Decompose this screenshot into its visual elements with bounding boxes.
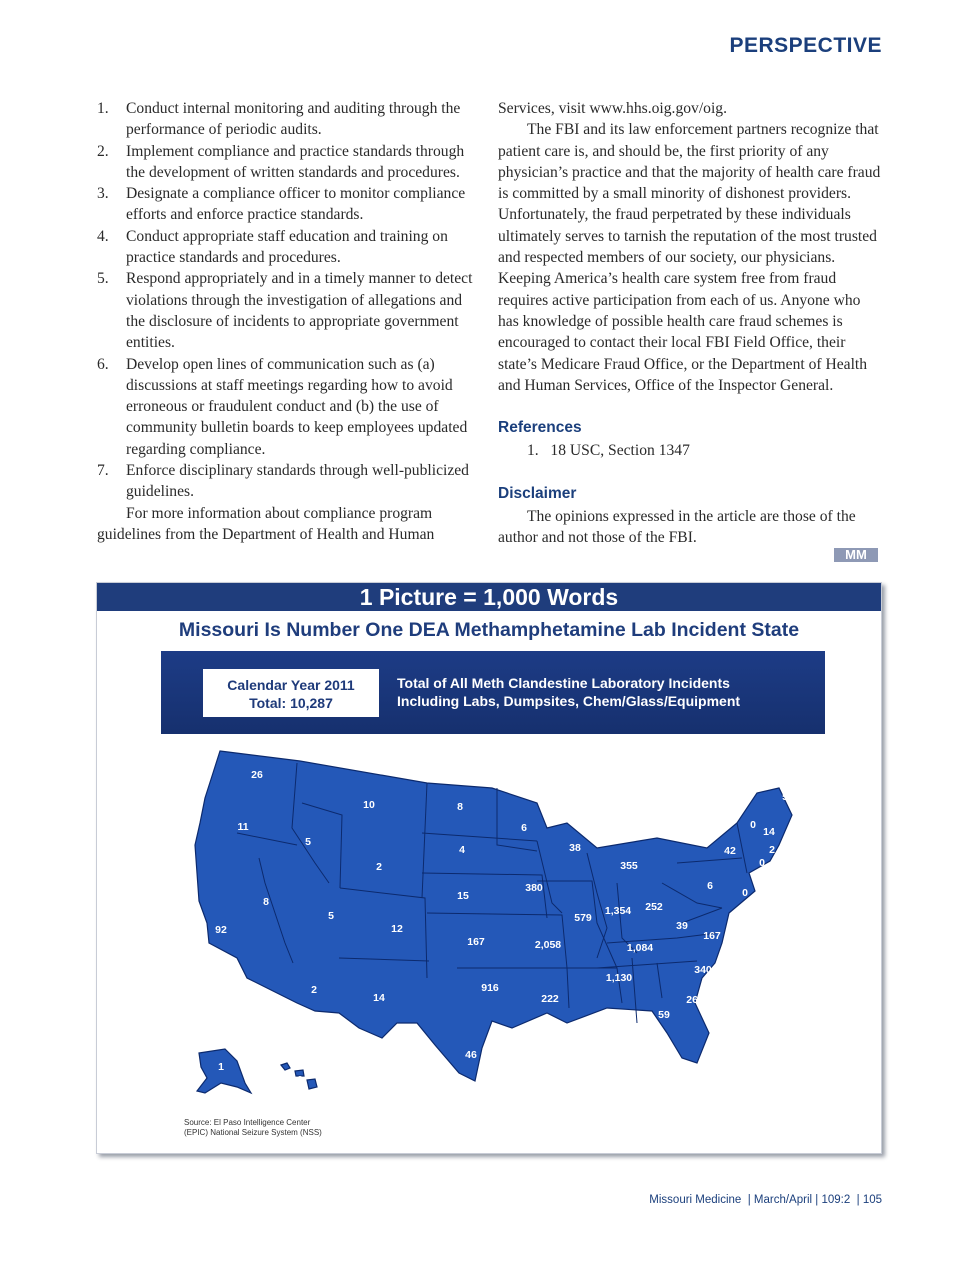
- map-shapes: [195, 751, 792, 1093]
- closing-paragraph: For more information about compliance program guidelines from the Department of Health and Human: [97, 504, 435, 543]
- list-number: 1.: [97, 100, 109, 117]
- state-value-ri: 0: [776, 864, 782, 876]
- list-text: Respond appropriately and in a timely manner to detect violations through the investigation of allegations and the disclosure of incidents to appropriate government entities.: [126, 270, 473, 352]
- state-value-vt: 0: [750, 819, 756, 831]
- state-value-ny: 42: [724, 845, 736, 857]
- continuation-text: Services, visit www.hhs.oig.gov/oig.: [498, 100, 727, 117]
- state-value-nh: 14: [763, 826, 775, 838]
- fbi-paragraph: The FBI and its law enforcement partners recognize that patient care is, and should be, the first priority of any physician’s practice and that the majority of health care fraud is committed by a small minority of dishonest providers. Unfortunately, the fraud perpetrated by these individuals ultimately serves to tarnish the reputation of the most trusted and respected members of our society, our physicians. Keeping America’s health care system free from fraud requires active participation from each of us. Anyone who has knowledge of possible health care fraud schemes is encouraged to contact their local FBI Field Office, their state’s Medicare Fraud Office, or the Department of Health and Human Services, Office of the Inspector General.: [498, 121, 881, 394]
- state-value-nc: 340: [694, 964, 712, 976]
- state-value-ks: 167: [467, 936, 485, 948]
- state-value-ia: 380: [525, 882, 543, 894]
- state-value-wa: 26: [251, 769, 263, 781]
- state-value-id: 5: [305, 836, 311, 848]
- state-value-ky: 1,084: [626, 942, 654, 954]
- state-value-pa: 6: [707, 880, 713, 892]
- state-value-mo: 2,058: [534, 939, 562, 951]
- figure-banner: 1 Picture = 1,000 Words: [97, 583, 881, 611]
- state-value-tn: 1,130: [605, 972, 633, 984]
- state-value-de: 0: [742, 902, 748, 914]
- state-value-fl: 72: [693, 1071, 705, 1083]
- source-line-2: (EPIC) National Seizure System (NSS): [184, 1128, 322, 1137]
- state-value-mn: 6: [521, 822, 527, 834]
- state-value-la: 36: [546, 1050, 558, 1062]
- state-value-ar: 222: [541, 993, 559, 1005]
- state-value-nd: 8: [457, 801, 463, 813]
- state-value-dc: 0 DC: [743, 930, 767, 942]
- reference-text: 18 USC, Section 1347: [550, 442, 690, 460]
- list-number: 5.: [97, 270, 109, 288]
- state-value-nv: 8: [263, 896, 269, 908]
- state-value-co: 12: [391, 923, 403, 935]
- list-text: Designate a compliance officer to monitor compliance efforts and enforce practice standards.: [126, 185, 466, 224]
- list-item: [97, 141, 479, 184]
- list-number: 4.: [97, 227, 109, 245]
- list-text: Implement compliance and practice standards through the development of written standards and procedures.: [126, 142, 465, 181]
- state-value-sc: 267: [686, 994, 704, 1006]
- state-value-ne: 15: [457, 890, 469, 902]
- state-value-wi: 38: [569, 842, 581, 854]
- contiguous-us-shape: [195, 751, 792, 1081]
- right-column: [498, 98, 882, 549]
- map-figure: [96, 582, 882, 1154]
- state-value-ga: 59: [658, 1009, 670, 1021]
- list-item: [97, 268, 479, 353]
- state-value-ak: 1: [218, 1061, 224, 1073]
- state-value-ca: 92: [215, 924, 227, 936]
- state-value-il: 579: [574, 912, 592, 924]
- legend-line-2: Including Labs, Dumpsites, Chem/Glass/Equipment: [397, 693, 741, 709]
- legend-total: Total: 10,287: [249, 695, 333, 711]
- state-value-mt: 10: [363, 799, 375, 811]
- reference-item: [498, 440, 882, 461]
- compliance-list: [97, 98, 479, 503]
- state-value-ut: 5: [328, 910, 334, 922]
- state-value-va: 167: [703, 930, 721, 942]
- list-item: [97, 183, 479, 226]
- footer-issue: March/April: [753, 1194, 813, 1206]
- state-value-hi: 0: [297, 1074, 303, 1086]
- legend-year: Calendar Year 2011: [227, 677, 355, 693]
- state-value-oh: 252: [645, 901, 663, 913]
- list-text: Conduct appropriate staff education and training on practice standards and procedures.: [126, 227, 448, 267]
- state-value-me: 5: [782, 791, 788, 803]
- list-text: Enforce disciplinary standards through well-publicized guidelines.: [126, 462, 469, 501]
- list-item: [97, 226, 479, 269]
- state-value-tx: 46: [465, 1049, 477, 1061]
- list-number: 6.: [97, 355, 109, 373]
- disclaimer-heading: Disclaimer: [498, 484, 577, 502]
- list-number: 3.: [97, 185, 109, 203]
- list-item: [97, 354, 479, 460]
- state-value-wy: 2: [376, 861, 382, 873]
- section-label: PERSPECTIVE: [729, 34, 882, 57]
- page-footer: Missouri Medicine | March/April | 109:2 | 105: [649, 1194, 882, 1206]
- list-item: [97, 98, 479, 141]
- reference-number: 1.: [527, 442, 539, 460]
- state-value-sd: 4: [459, 844, 465, 856]
- list-number: 7.: [97, 462, 109, 480]
- disclaimer-text: The opinions expressed in the article are those of the author and not those of the FBI.: [498, 508, 856, 547]
- state-value-nm: 14: [373, 992, 385, 1004]
- state-value-az: 2: [311, 984, 317, 996]
- state-value-ct: 0: [759, 857, 765, 869]
- list-item: [97, 460, 479, 503]
- state-value-md: 1: [751, 916, 757, 928]
- footer-volume: 109:2: [821, 1194, 851, 1206]
- list-text: Develop open lines of communication such as (a) discussions at staff meetings regarding how to avoid erroneous or fraudulent conduct and (b) the use of community bulletin boards to keep employees updated regarding compliance.: [126, 355, 468, 458]
- footer-page: 105: [862, 1194, 882, 1206]
- source-note: [184, 1118, 322, 1138]
- state-value-mi: 355: [620, 860, 638, 872]
- state-value-nj: 0: [742, 887, 748, 899]
- state-value-or: 11: [237, 821, 249, 833]
- state-value-ms: 259: [576, 1024, 594, 1036]
- list-number: 2.: [97, 142, 109, 160]
- legend-line-1: Total of All Meth Clandestine Laboratory Incidents: [397, 675, 730, 691]
- footer-journal: Missouri Medicine: [649, 1194, 742, 1206]
- left-column: [97, 98, 479, 545]
- figure-subtitle: Missouri Is Number One DEA Methamphetamine Lab Incident State: [178, 619, 800, 641]
- state-value-ok: 916: [481, 982, 499, 994]
- us-map: [97, 583, 881, 1153]
- end-mark-logo: MM: [834, 548, 878, 562]
- state-value-al: 177: [615, 1015, 633, 1027]
- alaska-shape: [197, 1049, 251, 1093]
- state-value-wv: 39: [676, 920, 688, 932]
- list-text: Conduct internal monitoring and auditing through the performance of periodic audits.: [126, 100, 461, 139]
- source-line-1: Source: El Paso Intelligence Center: [184, 1118, 311, 1127]
- state-value-ma: 2: [769, 844, 775, 856]
- references-heading: References: [498, 419, 582, 437]
- state-value-in: 1,354: [604, 905, 632, 917]
